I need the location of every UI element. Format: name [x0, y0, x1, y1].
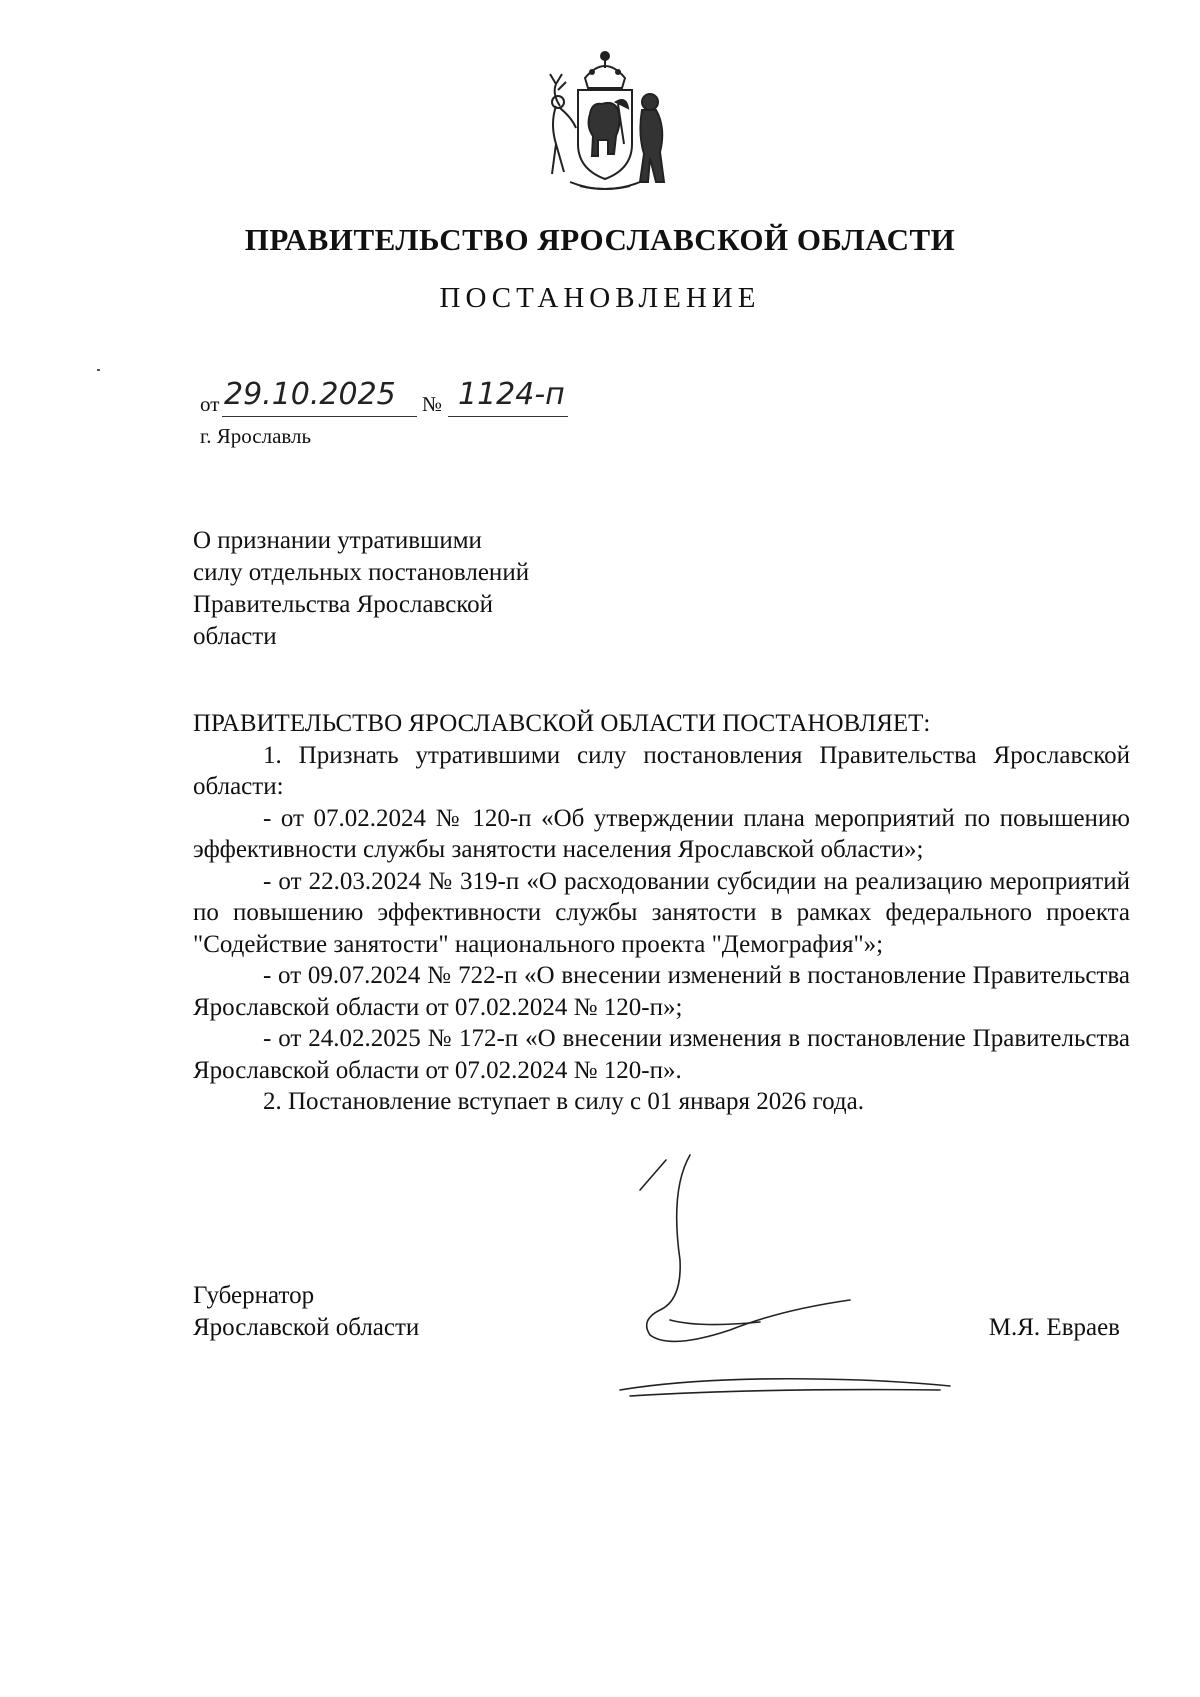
signer-title	[193, 1280, 419, 1344]
scan-speck	[97, 369, 100, 371]
subject-line: Правительства Ярославской	[193, 591, 494, 618]
coat-of-arms-icon	[530, 44, 680, 196]
subject-line: О признании утратившими	[193, 527, 482, 554]
document-subject	[193, 525, 593, 653]
document-type-title: ПОСТАНОВЛЕНИЕ	[439, 282, 761, 314]
signer-title-line: Губернатор	[193, 1282, 315, 1309]
handwritten-date: 29.10.2025	[224, 377, 396, 412]
preamble: ПРАВИТЕЛЬСТВО ЯРОСЛАВСКОЙ ОБЛАСТИ ПОСТАНОВЛЯЕТ:	[193, 710, 931, 737]
registration-line	[200, 377, 620, 419]
city-label: г. Ярославль	[200, 424, 312, 448]
subject-line: силу отдельных постановлений	[193, 559, 530, 586]
item-1: 1. Признать утратившими силу постановления Правительства Ярославской области:	[193, 741, 1130, 800]
document-body	[193, 708, 1130, 1118]
handwritten-signature	[610, 1150, 980, 1400]
number-prefix: №	[422, 392, 443, 416]
date-underline	[222, 416, 417, 417]
signer-title-line: Ярославской области	[193, 1314, 420, 1341]
organization-title: ПРАВИТЕЛЬСТВО ЯРОСЛАВСКОЙ ОБЛАСТИ	[244, 222, 956, 257]
number-underline	[448, 416, 568, 417]
signature-icon	[610, 1150, 980, 1400]
subitem: - от 22.03.2024 № 319-п «О расходовании субсидии на реализацию мероприятий по повышению эффективности службы занятости в рамках федерального проекта "Содействие занятости" национального проекта "Демография"»;	[193, 867, 1130, 958]
coat-of-arms-emblem	[530, 44, 680, 196]
item-2: 2. Постановление вступает в силу с 01 января 2026 года.	[263, 1088, 865, 1115]
subitem: - от 07.02.2024 № 120-п «Об утверждении плана мероприятий по повышению эффективности службы занятости населения Ярославской области»;	[193, 804, 1130, 863]
handwritten-number: 1124-п	[458, 377, 565, 412]
subitem: - от 24.02.2025 № 172-п «О внесении изменения в постановление Правительства Ярославской области от 07.02.2024 № 120-п».	[193, 1025, 1130, 1084]
date-prefix: от	[200, 392, 220, 416]
subject-line: области	[193, 623, 277, 650]
signer-name: М.Я. Евраев	[988, 1314, 1120, 1341]
subitem: - от 09.07.2024 № 722-п «О внесении изменений в постановление Правительства Ярославской области от 07.02.2024 № 120-п»;	[193, 962, 1130, 1021]
